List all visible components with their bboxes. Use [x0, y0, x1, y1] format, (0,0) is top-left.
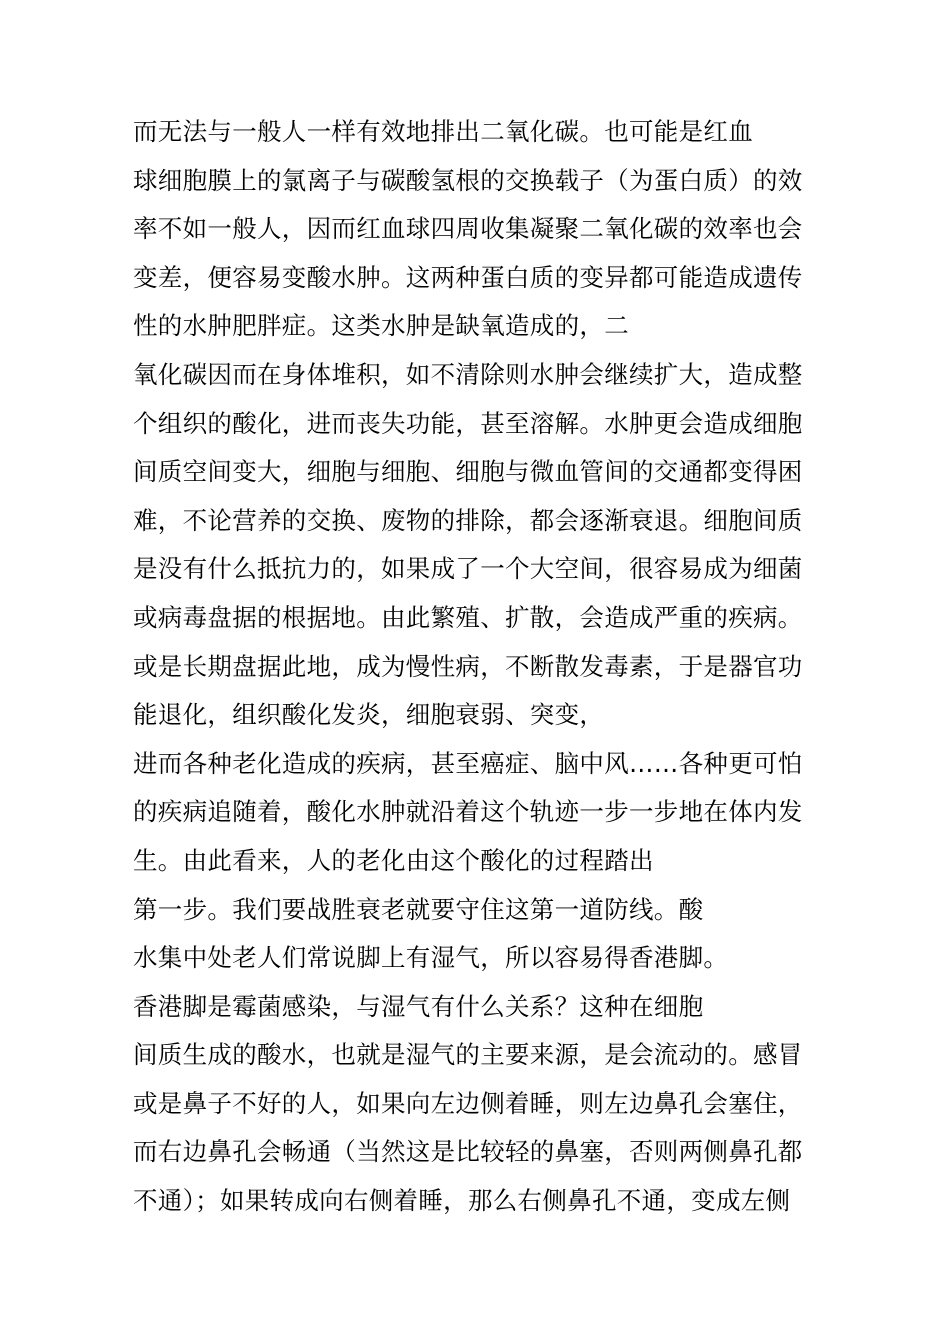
- text-line: 氧化碳因而在身体堆积，如不清除则水肿会继续扩大，造成整: [133, 359, 803, 389]
- text-line: 进而各种老化造成的疾病，甚至癌症、脑中风……各种更可怕: [133, 748, 803, 778]
- text-line: 间质空间变大，细胞与细胞、细胞与微血管间的交通都变得困: [133, 457, 803, 487]
- text-line: 的疾病追随着，酸化水肿就沿着这个轨迹一步一步地在体内发: [133, 797, 803, 827]
- text-line: 间质生成的酸水，也就是湿气的主要来源，是会流动的。感冒: [133, 1040, 803, 1070]
- body-text: [133, 108, 833, 1226]
- text-line: 或是鼻子不好的人，如果向左边侧着睡，则左边鼻孔会塞住，: [133, 1088, 803, 1118]
- text-line: 性的水肿肥胖症。这类水肿是缺氧造成的，二: [133, 311, 629, 341]
- text-line: 香港脚是霉菌感染，与湿气有什么关系？这种在细胞: [133, 991, 704, 1021]
- text-line: 难，不论营养的交换、废物的排除，都会逐渐衰退。细胞间质: [133, 505, 803, 535]
- text-line: 而右边鼻孔会畅通（当然这是比较轻的鼻塞，否则两侧鼻孔都: [133, 1137, 803, 1167]
- text-line: 球细胞膜上的氯离子与碳酸氢根的交换载子（为蛋白质）的效: [133, 165, 803, 195]
- text-line: 是没有什么抵抗力的，如果成了一个大空间，很容易成为细菌: [133, 554, 803, 584]
- text-line: 而无法与一般人一样有效地排出二氧化碳。也可能是红血: [133, 117, 753, 146]
- text-line: 不通）；如果转成向右侧着睡，那么右侧鼻孔不通，变成左侧: [133, 1186, 791, 1216]
- text-line: 或病毒盘据的根据地。由此繁殖、扩散，会造成严重的疾病。: [133, 602, 803, 632]
- text-line: 能退化，组织酸化发炎，细胞衰弱、突变，: [133, 700, 605, 730]
- text-line: 个组织的酸化，进而丧失功能，甚至溶解。水肿更会造成细胞: [133, 408, 803, 438]
- text-line: 率不如一般人，因而红血球四周收集凝聚二氧化碳的效率也会: [133, 214, 803, 244]
- text-line: 水集中处老人们常说脚上有湿气，所以容易得香港脚。: [133, 943, 729, 973]
- text-line: 变差，便容易变酸水肿。这两种蛋白质的变异都可能造成遗传: [133, 262, 803, 292]
- text-line: 或是长期盘据此地，成为慢性病，不断散发毒素，于是器官功: [133, 651, 803, 681]
- text-line: 第一步。我们要战胜衰老就要守住这第一道防线。酸: [133, 894, 704, 924]
- text-line: 生。由此看来，人的老化由这个酸化的过程踏出: [133, 845, 654, 875]
